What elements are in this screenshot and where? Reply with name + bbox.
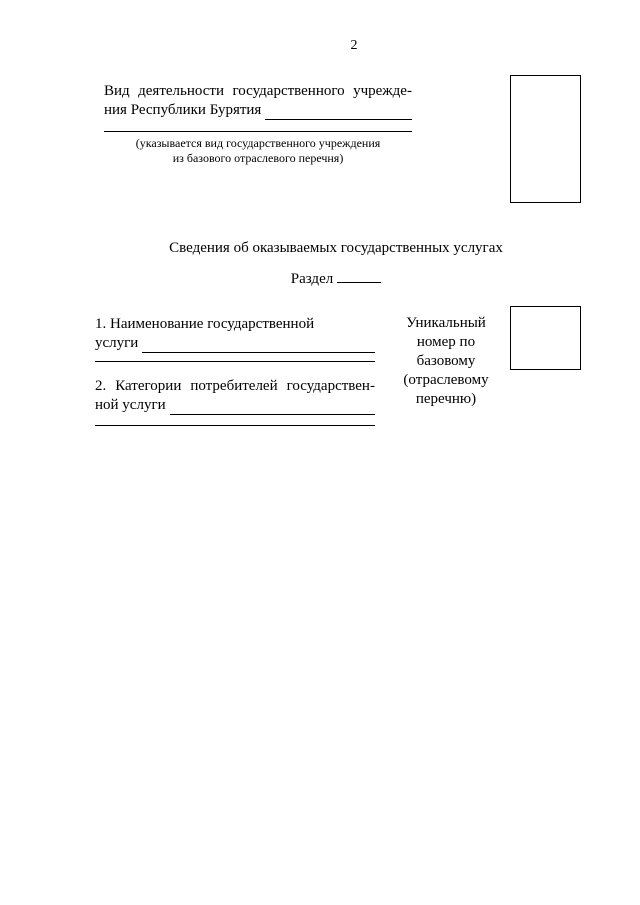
unique-number-line: номер по <box>416 334 476 350</box>
consumers-word: государствен- <box>286 378 375 394</box>
activity-line-2 <box>104 101 412 120</box>
unique-number-label <box>395 314 497 409</box>
activity-line-2-text: ния Республики Бурятия <box>104 102 262 118</box>
unique-number-line: Уникальный <box>406 315 486 331</box>
consumers-word: потребителей <box>190 378 278 394</box>
unique-number-box[interactable] <box>510 306 581 370</box>
consumers-blank-field[interactable] <box>170 400 375 415</box>
consumer-categories-block <box>95 377 375 415</box>
activity-blank-field[interactable] <box>265 105 412 120</box>
page-number: 2 <box>350 38 358 53</box>
activity-word: учрежде- <box>353 83 412 99</box>
section-number-blank[interactable] <box>337 269 381 283</box>
service-name-block <box>95 315 375 353</box>
unique-number-line: базовому <box>416 353 476 369</box>
activity-word: Вид <box>104 83 130 99</box>
consumers-line-2 <box>95 396 375 415</box>
activity-blank-line[interactable] <box>104 131 412 132</box>
service-name-line-1: 1. Наименование государственной <box>95 316 315 332</box>
activity-code-box[interactable] <box>510 75 581 203</box>
activity-hint <box>104 136 412 166</box>
consumers-word: 2. <box>95 378 107 394</box>
consumers-word: Категории <box>115 378 182 394</box>
activity-hint-line-2: из базового отраслевого перечня) <box>172 151 344 165</box>
services-heading: Сведения об оказываемых государственных услугах <box>169 240 503 256</box>
consumers-line-2-text: ной услуги <box>95 397 166 413</box>
service-name-line-2-text: услуги <box>95 335 139 351</box>
unique-number-line: (отраслевому <box>403 372 489 388</box>
activity-type-block <box>104 82 412 120</box>
activity-word: государственного <box>232 83 345 99</box>
service-name-blank-line[interactable] <box>95 361 375 362</box>
unique-number-line: перечню) <box>415 391 477 407</box>
service-name-line-2 <box>95 334 375 353</box>
service-name-blank-field[interactable] <box>142 338 375 353</box>
section-row <box>0 269 640 288</box>
activity-line-1 <box>104 82 412 101</box>
section-label: Раздел <box>290 271 334 287</box>
consumers-line-1 <box>95 377 375 396</box>
activity-word: деятельности <box>138 83 225 99</box>
activity-hint-line-1: (указывается вид государственного учреждения <box>135 136 381 150</box>
consumers-blank-line[interactable] <box>95 425 375 426</box>
